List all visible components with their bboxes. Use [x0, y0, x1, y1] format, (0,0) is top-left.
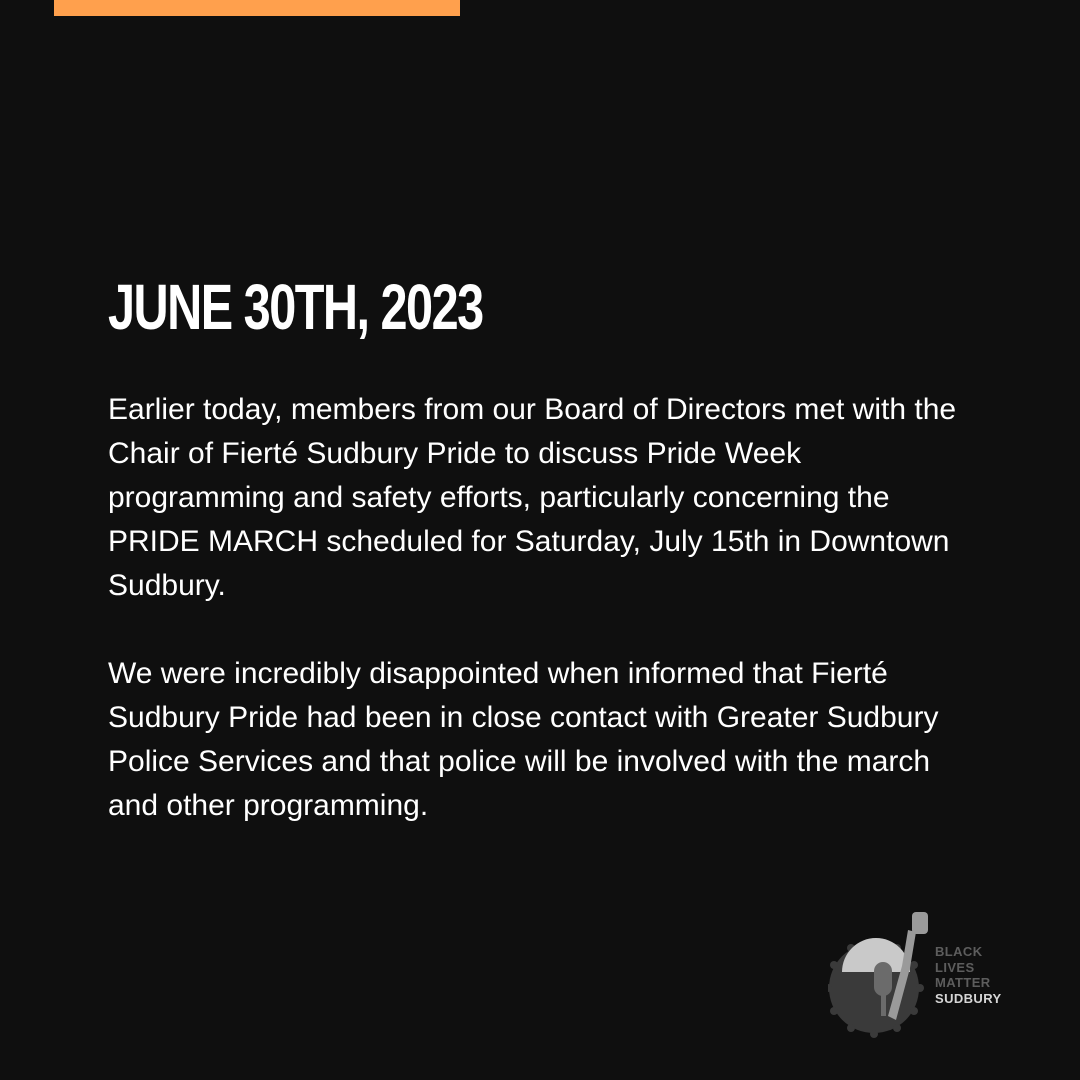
statement-paragraph-1: Earlier today, members from our Board of Directors met with the Chair of Fierté Sudbury Pride to discuss Pride Week programming and safety efforts, particularly concerning the PRIDE MARCH scheduled for Saturday, July 15th in Downtown Sudbury.: [108, 393, 957, 602]
logo-wordmark: [935, 944, 1002, 1006]
logo-line-matter: MATTER: [935, 975, 991, 990]
accent-bar: [54, 0, 460, 16]
logo-line-lives: LIVES: [935, 959, 975, 975]
statement-paragraph-2: We were incredibly disappointed when informed that Fierté Sudbury Pride had been in close contact with Greater Sudbury Police Services and that police will be involved with the march and other programming.: [108, 657, 939, 822]
date-heading: JUNE 30TH, 2023: [108, 271, 483, 343]
raised-fist-logo-icon: [828, 908, 932, 1038]
blm-sudbury-logo: [828, 908, 1028, 1038]
logo-line-black: BLACK: [935, 944, 983, 959]
statement-body: [108, 388, 978, 828]
logo-line-sudbury: SUDBURY: [935, 990, 1002, 1006]
